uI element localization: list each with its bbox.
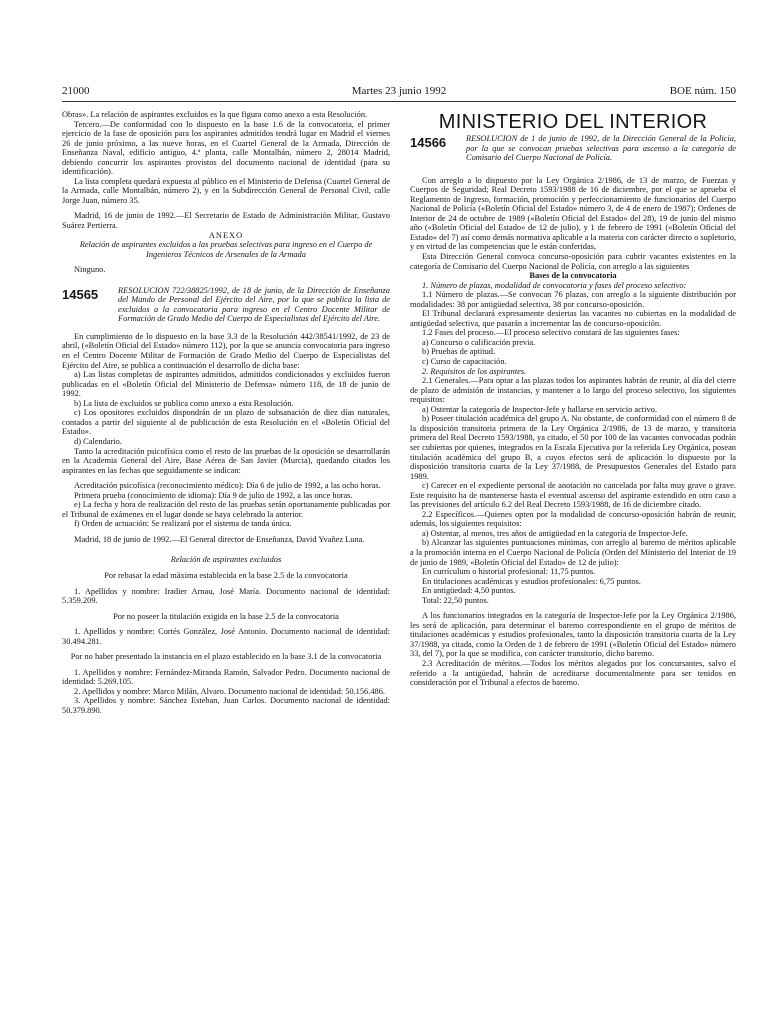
paragraph: A los funcionarios integrados en la categoría de Inspector-Jefe por la Ley Orgánica 2/1986, les será de aplicación, para determinar el baremo correspondiente en el grupo de méritos de titulaciones académicas y estudios profesionales, tanto la disposición transitoria cuarta de la Ley 37/1988, ya citada, como la Orden de 1 de febrero de 1991 («Boletín Oficial del Estado» número 33, del 7), por la que se modifica, con carácter transitorio, dicho baremo. <box>410 611 736 659</box>
paragraph: 2.2 Específicos.—Quienes opten por la modalidad de concurso-oposición habrán de reunir, además, los siguientes requisitos: <box>410 509 736 529</box>
list-item: c) Curso de capacitación. <box>422 357 507 367</box>
paragraph: Ninguno. <box>74 265 106 275</box>
subsection-heading: 2. Requisitos de los aspirantes. <box>422 366 527 376</box>
paragraph: El Tribunal declarará expresamente desiertas las vacantes no cubiertas en la modalidad de antigüedad selectiva, que pasarán a incrementar las de concurso-oposición. <box>410 309 736 328</box>
right-column <box>410 110 736 688</box>
anexo-subtitle: Relación de aspirantes excluidos a las pruebas selectivas para ingreso en el Cuerpo de Ingenieros Técnicos de Arsenales de la Armada <box>79 240 373 259</box>
paragraph: Obras». La relación de aspirantes excluidos es la que figura como anexo a esta Resolución. <box>62 110 368 119</box>
list-item: 1. Apellidos y nombre: Iradier Arnau, José María. Documento nacional de identidad: 5.359.209. <box>62 586 390 606</box>
list-item: f) Orden de actuación: Se realizará por el sistema de tanda única. <box>74 519 292 529</box>
header-rule <box>62 101 736 102</box>
score-line: En antigüedad: 4,50 puntos. <box>422 586 516 596</box>
resolution-number: 14566 <box>410 135 447 150</box>
paragraph: Acreditación psicofísica (reconocimiento médico): Día 6 de julio de 1992, a las ocho horas. <box>74 481 381 491</box>
list-item: b) Pruebas de aptitud. <box>422 347 496 357</box>
list-item: 1. Apellidos y nombre: Cortés González, José Antonio. Documento nacional de identidad: 30.494.281. <box>62 627 390 646</box>
paragraph: Con arreglo a lo dispuesto por la Ley Orgánica 2/1986, de 13 de marzo, de Fuerzas y Cuerpos de Seguridad; Real Decreto 1593/1988 de 16 de diciembre, por el que se aprueba el Reglamento de Ingreso, formación, promoción y perfeccionamiento de funcionarios del Cuerpo Nacional de Policía («Boletín Oficial del Estado» número 3, de 4 de enero de 1987); Ordenes de Interior de 24 de octubre de 1989 («Boletín Oficial del Estado» del 28), 19 de junio del mismo año («Boletín Oficial del Estado» de 12 de julio), y 1 de febrero de 1991 («Boletín Oficial del Estado» del 7) así como demás normativa aplicable a la materia con carácter directo o supletorio, y en virtud de las competencias que le están conferidas, <box>410 175 736 252</box>
paragraph: 1.2 Fases del proceso.—El proceso selectivo constará de las siguientes fases: <box>422 328 680 338</box>
issue-number: BOE núm. 150 <box>669 85 736 97</box>
category-heading: Por no poseer la titulación exigida en la base 2.5 de la convocatoria <box>113 611 339 621</box>
resolution-number: 14565 <box>62 286 99 302</box>
signature-paragraph: Madrid, 16 de junio de 1992.—El Secretario de Estado de Administración Militar, Gustavo Suárez Pertierra. <box>62 211 390 231</box>
list-item: c) Carecer en el expediente personal de anotación no cancelada por falta muy grave o grave. Este requisito ha de mantenerse hasta el eventual ascenso del aspirante extendido en otro caso a las previsiones del artículo 6.2 del Real Decreto 1593/1988, de 16 de diciembre citado. <box>410 481 736 510</box>
score-line: En currículum o historial profesional: 11,75 puntos. <box>422 567 596 577</box>
list-item: 3. Apellidos y nombre: Sánchez Esteban, Juan Carlos. Documento nacional de identidad: 50.379.890. <box>62 696 390 715</box>
anexo-title: ANEXO <box>208 230 244 240</box>
section-title: Relación de aspirantes excluidos <box>170 555 282 565</box>
list-item: a) Ostentar, al menos, tres años de antigüedad en la categoría de Inspector-Jefe. <box>422 528 688 538</box>
list-item: e) La fecha y hora de realización del resto de las pruebas serán oportunamente publicadas por el Tribunal de exámenes en el lugar donde se haya celebrado la anterior. <box>62 500 390 519</box>
list-item: 2. Apellidos y nombre: Marco Milán, Alvaro. Documento nacional de identidad: 50.156.486. <box>74 686 385 696</box>
paragraph: En cumplimiento de lo dispuesto en la base 3.3 de la Resolución 442/38541/1992, de 23 de abril, («Boletín Oficial del Estado» número 112), por la que se anuncia convocatoria para ingreso en el Centro Docente Militar de Formación de Grado Medio del Cuerpo de Especialistas del Ejército del Aire, se publica a continuación el desarrollo de dicha base: <box>62 331 390 370</box>
list-item: a) Concurso o calificación previa. <box>422 337 536 347</box>
paragraph: 2.1 Generales.—Para optar a las plazas todos los aspirantes habrán de reunir, al día del cierre de plazo de admisión de instancias, y mantener a lo largo del proceso selectivo, los siguientes requisitos: <box>410 376 736 405</box>
list-item: c) Los opositores excluidos dispondrán de un plazo de subsanación de diez días naturales, contados a partir del siguiente al de publicación de esta Resolución en el «Boletín Oficial del Estado». <box>62 408 390 437</box>
list-item: b) Poseer titulación académica del grupo A. No obstante, de conformidad con el número 8 de la disposición transitoria primera de la Ley Orgánica 2/1986, de 13 de marzo, y transitoria primera del Real Decreto 1593/1988, ya citado, el 50 por 100 de las vacantes convocadas podrán ser cubiertas por quienes, integrados en la Escala Ejecutiva por la referida Ley Orgánica, posean titulación académica del grupo B, a cuyos efectos será de aplicación lo dispuesto por la disposición transitoria cuarta de la Ley 37/1988, de Presupuestos Generales del Estado para 1989. <box>410 414 736 481</box>
left-column <box>62 110 390 716</box>
list-item: a) Ostentar la categoría de Inspector-Jefe y hallarse en servicio activo. <box>422 404 657 414</box>
list-item: b) Alcanzar las siguientes puntuaciones mínimas, con arreglo al baremo de méritos aplicable a la promoción interna en el Cuerpo Nacional de Policía (Orden del Ministerio del Interior de 19 de junio de 1989, «Boletín Oficial del Estado» de 12 de julio): <box>410 538 736 567</box>
resolution-header <box>410 134 736 163</box>
list-item: d) Calendario. <box>74 436 122 446</box>
list-item: 1. Apellidos y nombre: Fernández-Miranda Ramón, Salvador Pedro. Documento nacional de identidad: 5.269.105. <box>62 667 390 687</box>
score-line: Total: 22,50 puntos. <box>422 595 489 605</box>
paragraph: Tercero.—De conformidad con lo dispuesto en la base 1.6 de la convocatoria, el primer ejercicio de la fase de oposición para los aspirantes admitidos tendrá lugar en Madrid el viernes 26 de junio próximo, a las nueve horas, en el Cuartel General de la Armada, Dirección de Enseñanza Naval, edificio antiguo, 4.ª planta, calle Montalbán, número 2, 28014 Madrid, debiendo concurrir los aspirantes provistos del documento nacional de identidad (para su identificación). <box>62 119 390 177</box>
page-number: 21000 <box>62 85 90 97</box>
paragraph: Primera prueba (conocimiento de idioma): Día 9 de julio de 1992, a las once horas. <box>74 490 353 500</box>
signature-paragraph: Madrid, 18 de junio de 1992.—El General director de Enseñanza, David Yvañez Luna. <box>74 534 365 544</box>
resolution-title: RESOLUCION de 1 de junio de 1992, de la Dirección General de la Policía, por la que se convocan pruebas selectivas para ascenso a la categoría de Comisario del Cuerpo Nacional de Policía. <box>466 134 736 163</box>
category-heading: Por rebasar la edad máxima establecida en la base 2.5 de la convocatoria <box>104 570 348 580</box>
paragraph: Tanto la acreditación psicofísica como el resto de las pruebas de la oposición se desarrollarán en la Academia General del Aire, Base Aérea de San Javier (Murcia), quedando citados los aspirantes en las fechas que seguidamente se indican: <box>62 446 390 475</box>
list-item: b) La lista de excluidos se publica como anexo a esta Resolución. <box>74 398 294 408</box>
page-header <box>62 84 736 98</box>
paragraph: 2.3 Acreditación de méritos.—Todos los méritos alegados por los concursantes, salvo el referido a la antigüedad, habrán de acreditarse documentalmente para ser tenidos en consideración por el Tribunal a efectos de baremo. <box>410 658 736 688</box>
paragraph: La lista completa quedará expuesta al público en el Ministerio de Defensa (Cuartel General de la Armada, calle Montalbán, número 2), y en la Subdirección General de Personal Civil, calle Jorge Juan, número 35. <box>62 176 390 205</box>
subsection-heading: 1. Número de plazas, modalidad de convocatoria y fases del proceso selectivo: <box>422 280 687 290</box>
resolution-title: RESOLUCION 722/38825/1992, de 18 de junio, de la Dirección de Enseñanza del Mando de Personal del Ejército del Aire, por la que se publica la lista de excluidos a la convocatoria para ingreso en el Centro Docente Militar de Formación de Grado Medio del Cuerpo de Especialistas del Ejército del Aire. <box>118 285 390 324</box>
issue-date: Martes 23 junio 1992 <box>351 85 447 97</box>
category-heading: Por no haber presentado la instancia en el plazo establecido en la base 3.1 de la convocatoria <box>70 652 382 662</box>
ministry-heading: MINISTERIO DEL INTERIOR <box>438 111 708 133</box>
paragraph: Esta Dirección General convoca concurso-oposición para cubrir vacantes existentes en la categoría de Comisario del Cuerpo Nacional de Policía, con arreglo a las siguientes <box>410 252 736 271</box>
list-item: a) Las listas completas de aspirantes admitidos, admitidos condicionados y excluidos fueron publicadas en el «Boletín Oficial del Ministerio de Defensa» número 118, de 18 de junio de 1992. <box>62 370 390 399</box>
paragraph: 1.1 Número de plazas.—Se convocan 76 plazas, con arreglo a la siguiente distribución por modalidades: 38 por antigüedad selectiva, 38 por concurso-oposición. <box>410 290 736 309</box>
score-line: En titulaciones académicas y estudios profesionales: 6,75 puntos. <box>422 576 641 586</box>
section-title: Bases de la convocatoria <box>529 271 617 281</box>
resolution-header <box>62 286 390 324</box>
